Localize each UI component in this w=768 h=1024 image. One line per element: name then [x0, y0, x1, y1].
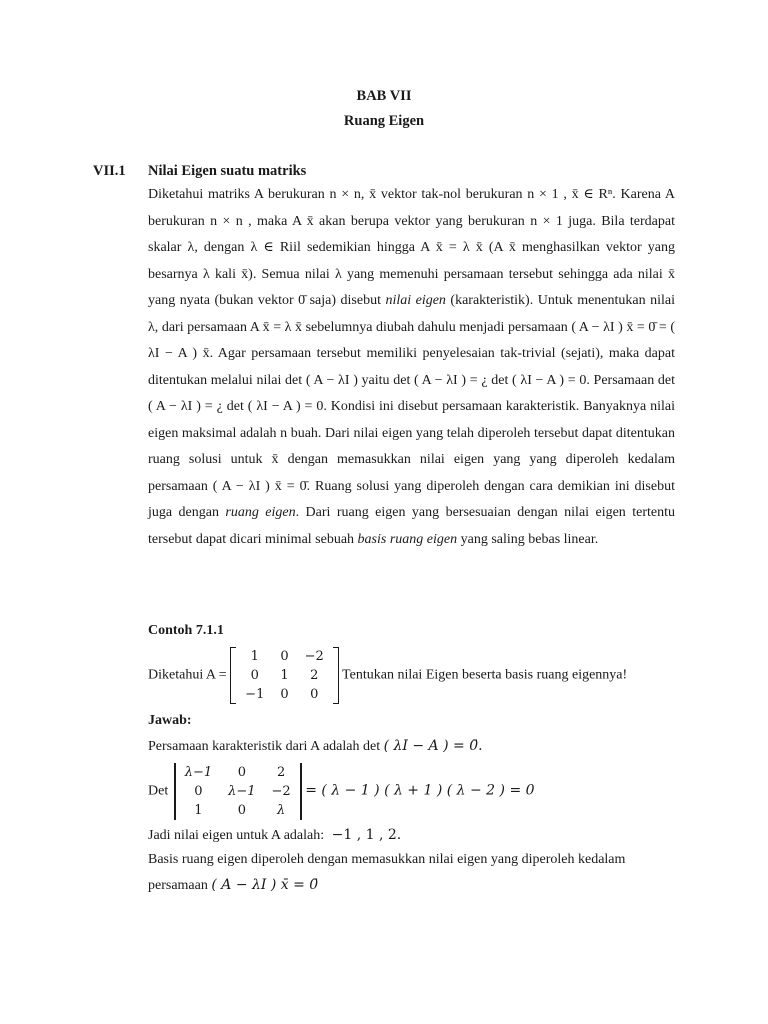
det-label: Det	[148, 783, 169, 799]
intro-text-4: yang saling bebas linear.	[457, 531, 599, 547]
matrix-a-cell: −2	[304, 649, 324, 664]
intro-text-1: Diketahui matriks A berukuran n × n, x̄ vektor tak-nol berukuran n × 1 , x̄ ∈ Rⁿ. Karena A berukuran n × n , maka A x̄ akan berupa vektor yang berukuran n × 1 juga. Bila terdapat skalar λ, dengan λ ∈ Riil sedemikian hingga A x̄ = λ x̄ (A x̄ menghasilkan vektor yang besarnya λ kali x̄). Semua nilai λ yang memenuhi persamaan tersebut sehingga ada nilai x̄ yang nyata (bukan vektor 0̄ saja) disebut	[148, 187, 675, 308]
term-nilai-eigen: nilai eigen	[385, 293, 446, 308]
intro-text-3: . Dari ruang eigen yang bersesuaian dengan nilai eigen tertentu tersebut dapat dicari minimal sebuah	[148, 505, 675, 547]
chapter-label: BAB VII	[356, 88, 412, 104]
char-equation	[148, 738, 483, 755]
term-basis-ruang-eigen: basis ruang eigen	[357, 531, 458, 547]
matrix-a-cell: 0	[280, 687, 289, 702]
intro-paragraph	[148, 182, 675, 553]
eigen-text: Jadi nilai eigen untuk A adalah:	[148, 828, 325, 843]
det-matrix	[174, 763, 302, 820]
example-given	[148, 647, 627, 704]
determinant-line	[148, 763, 535, 820]
chapter-title: Ruang Eigen	[343, 113, 425, 129]
eigen-values-line	[148, 827, 401, 844]
given-suffix: Tentukan nilai Eigen beserta basis ruang eigennya!	[342, 667, 628, 683]
matrix-a-cell: −1	[245, 687, 265, 702]
basis-line2-text: persamaan	[148, 878, 208, 893]
char-eq-math: ( λI − A ) = 0̄.	[383, 738, 483, 754]
given-prefix: Diketahui A =	[148, 667, 227, 683]
basis-line-2	[148, 877, 318, 894]
det-matrix-cell: λ−1	[228, 784, 256, 799]
intro-text-2: (karakteristik). Untuk menentukan nilai λ, dari persamaan A x̄ = λ x̄ sebelumnya diubah dahulu menjadi persamaan ( A − λI ) x̄ = 0̄ = ( λI − A ) x̄. Agar persamaan tersebut memiliki penyelesaian tak-trivial (sejati), maka dapat ditentukan melalui nilai det ( A − λI ) yaitu det ( A − λI ) = ¿ det ( λI − A ) = 0. Persamaan det ( A − λI ) = ¿ det ( λI − A ) = 0. Kondisi ini disebut persamaan karakteristik. Banyaknya nilai eigen maksimal adalah n buah. Dari nilai eigen yang telah diperoleh tersebut dapat ditentukan ruang solusi untuk x̄ dengan memasukkan nilai eigen yang yang diperoleh kedalam persamaan ( A − λI ) x̄ = 0̄. Ruang solusi yang diperoleh dengan cara demikian ini disebut juga dengan	[148, 293, 675, 520]
det-matrix-cell: 0	[237, 765, 246, 780]
eigen-values: −1 , 1 , 2.	[331, 827, 402, 843]
matrix-a-cell: 2	[310, 668, 319, 683]
char-eq-text: Persamaan karakteristik dari A adalah det	[148, 739, 381, 754]
det-matrix-cell: 2	[276, 765, 286, 780]
section-title: Nilai Eigen suatu matriks	[148, 163, 307, 179]
section-number: VII.1	[93, 163, 126, 179]
matrix-a-cell: 0	[250, 668, 259, 683]
det-matrix-cell: −2	[271, 784, 291, 799]
example-title: Contoh 7.1.1	[148, 623, 224, 638]
det-result: = ( λ − 1 ) ( λ + 1 ) ( λ − 2 ) = 0	[305, 782, 535, 799]
det-matrix-cell: λ	[276, 803, 286, 818]
matrix-a-cell: 0	[310, 687, 319, 702]
det-matrix-cell: 1	[194, 803, 203, 818]
det-matrix-cell: 0	[237, 803, 246, 818]
matrix-a	[230, 647, 339, 704]
matrix-a-cell: 0	[280, 649, 289, 664]
matrix-a-cell: 1	[250, 649, 259, 664]
det-matrix-cell: λ−1	[184, 765, 213, 780]
term-ruang-eigen: ruang eigen	[225, 505, 296, 520]
answer-label: Jawab:	[148, 713, 192, 728]
matrix-a-cell: 1	[280, 668, 289, 683]
basis-line2-math: ( A − λI ) x̄ = 0̄	[211, 877, 319, 893]
det-matrix-cell: 0	[194, 784, 203, 799]
basis-line-1: Basis ruang eigen diperoleh dengan memasukkan nilai eigen yang diperoleh kedalam	[148, 852, 626, 867]
